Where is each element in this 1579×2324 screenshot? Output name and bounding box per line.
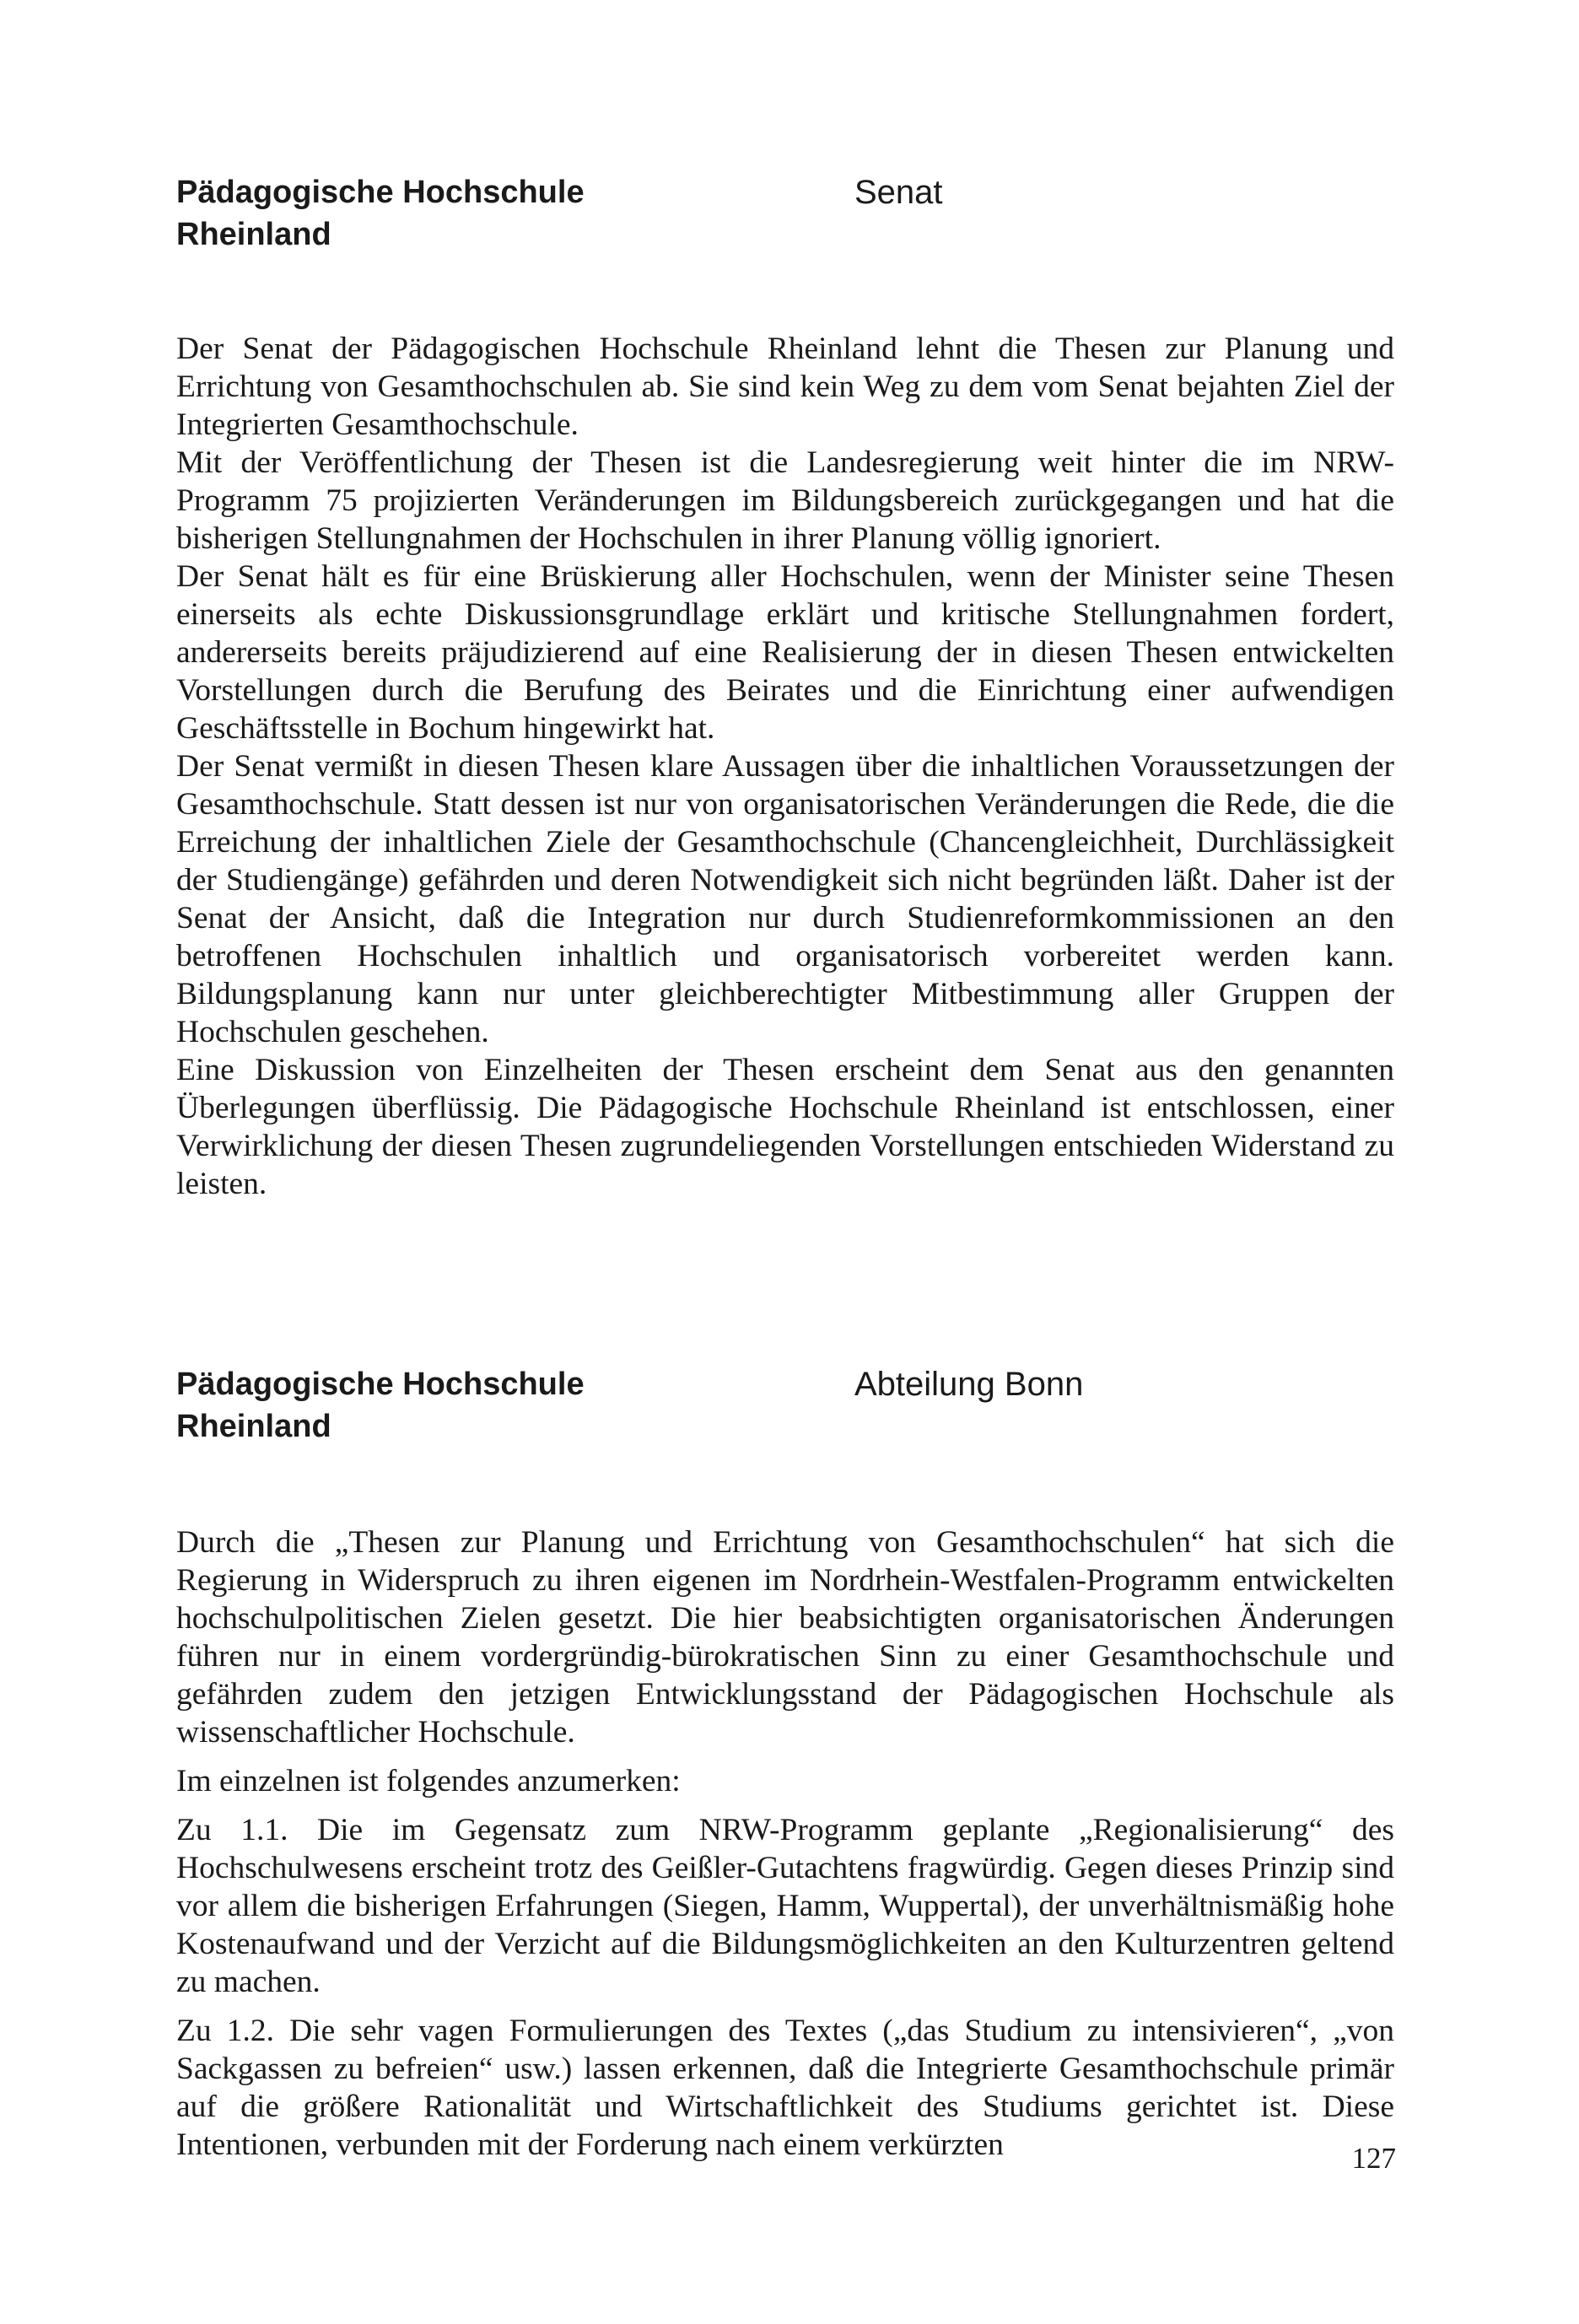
section1-paragraph-2: Mit der Veröffentlichung der Thesen ist die Landesregierung weit hinter die im NRW-Programm 75 projizierten Veränderungen im Bildungsbereich zurückgegangen und hat die bisherigen Stellungnahmen der Hochschulen in ihrer Planung völlig ignoriert.: [176, 445, 1394, 556]
section1-paragraph-4: Der Senat vermißt in diesen Thesen klare Aussagen über die inhaltlichen Voraussetzungen der Gesamthochschule. Statt dessen ist nur von organisatorischen Veränderungen die Rede, die die Erreichung der inhaltlichen Ziele der Gesamthochschule (Chancengleichheit, Durchlässigkeit der Studiengänge) gefährden und deren Notwendigkeit sich nicht begründen läßt. Daher ist der Senat der Ansicht, daß die Integration nur durch Studienreformkommissionen an den betroffenen Hochschulen inhaltlich und organisatorisch vorbereitet werden kann. Bildungsplanung kann nur unter gleichberechtigter Mitbestimmung aller Gruppen der Hochschulen geschehen.: [176, 749, 1394, 1049]
section2-paragraph-1: Durch die „Thesen zur Planung und Errichtung von Gesamthochschulen“ hat sich die Regierung in Widerspruch zu ihren eigenen im Nordrhein-Westfalen-Programm entwickelten hochschulpolitischen Zielen gesetzt. Die hier beabsichtigten organisatorischen Änderungen führen nur in einem vordergründig-bürokratischen Sinn zu einer Gesamthochschule und gefährden zudem den jetzigen Entwicklungsstand der Pädagogischen Hochschule als wissenschaftlicher Hochschule.: [176, 1525, 1394, 1750]
section2-institution-line2: Rheinland: [176, 1409, 331, 1444]
section1-paragraph-1: Der Senat der Pädagogischen Hochschule Rheinland lehnt die Thesen zur Planung und Errichtung von Gesamthochschulen ab. Sie sind kein Weg zu dem vom Senat bejahten Ziel der Integrierten Gesamthochschule.: [176, 332, 1394, 442]
section1-paragraph-3: Der Senat hält es für eine Brüskierung aller Hochschulen, wenn der Minister seine Thesen einerseits als echte Diskussionsgrundlage erklärt und kritische Stellungnahmen fordert, andererseits bereits präjudizierend auf eine Realisierung der in diesen Thesen entwickelten Vorstellungen durch die Berufung des Beirates und die Einrichtung einer aufwendigen Geschäftsstelle in Bochum hingewirkt hat.: [176, 559, 1394, 746]
section2-text: [176, 1523, 1394, 2164]
section2-institution: [176, 1363, 585, 1448]
section1-text: [176, 330, 1394, 1203]
section1-institution: [176, 171, 585, 256]
section1-institution-line2: Rheinland: [176, 217, 331, 252]
section1-body-name: Senat: [854, 174, 943, 211]
section2-paragraph-4: Zu 1.2. Die sehr vagen Formulierungen des Textes („das Studium zu intensivieren“, „von Sackgassen zu befreien“ usw.) lassen erkennen, daß die Integrierte Gesamthochschule primär auf die größere Rationalität und Wirtschaftlichkeit des Studiums gerichtet ist. Diese Intentionen, verbunden mit der Forderung nach einem verkürzten: [176, 2014, 1394, 2162]
page-number: 127: [1351, 2142, 1396, 2175]
section2-body-name: Abteilung Bonn: [854, 1366, 1084, 1403]
section2-paragraph-2: Im einzelnen ist folgendes anzumerken:: [176, 1764, 681, 1798]
section2-institution-line1: Pädagogische Hochschule: [176, 1367, 585, 1402]
section1-institution-line1: Pädagogische Hochschule: [176, 175, 585, 210]
section1-paragraph-5: Eine Diskussion von Einzelheiten der Thesen erscheint dem Senat aus den genannten Überlegungen überflüssig. Die Pädagogische Hochschule Rheinland ist entschlossen, einer Verwirklichung der diesen Thesen zugrundeliegenden Vorstellungen entschieden Widerstand zu leisten.: [176, 1053, 1394, 1201]
section2-paragraph-3: Zu 1.1. Die im Gegensatz zum NRW-Programm geplante „Regionalisierung“ des Hochschulwesens erscheint trotz des Geißler-Gutachtens fragwürdig. Gegen dieses Prinzip sind vor allem die bisherigen Erfahrungen (Siegen, Hamm, Wuppertal), der unverhältnismäßig hohe Kostenaufwand und der Verzicht auf die Bildungsmöglichkeiten an den Kulturzentren geltend zu machen.: [176, 1813, 1394, 1999]
